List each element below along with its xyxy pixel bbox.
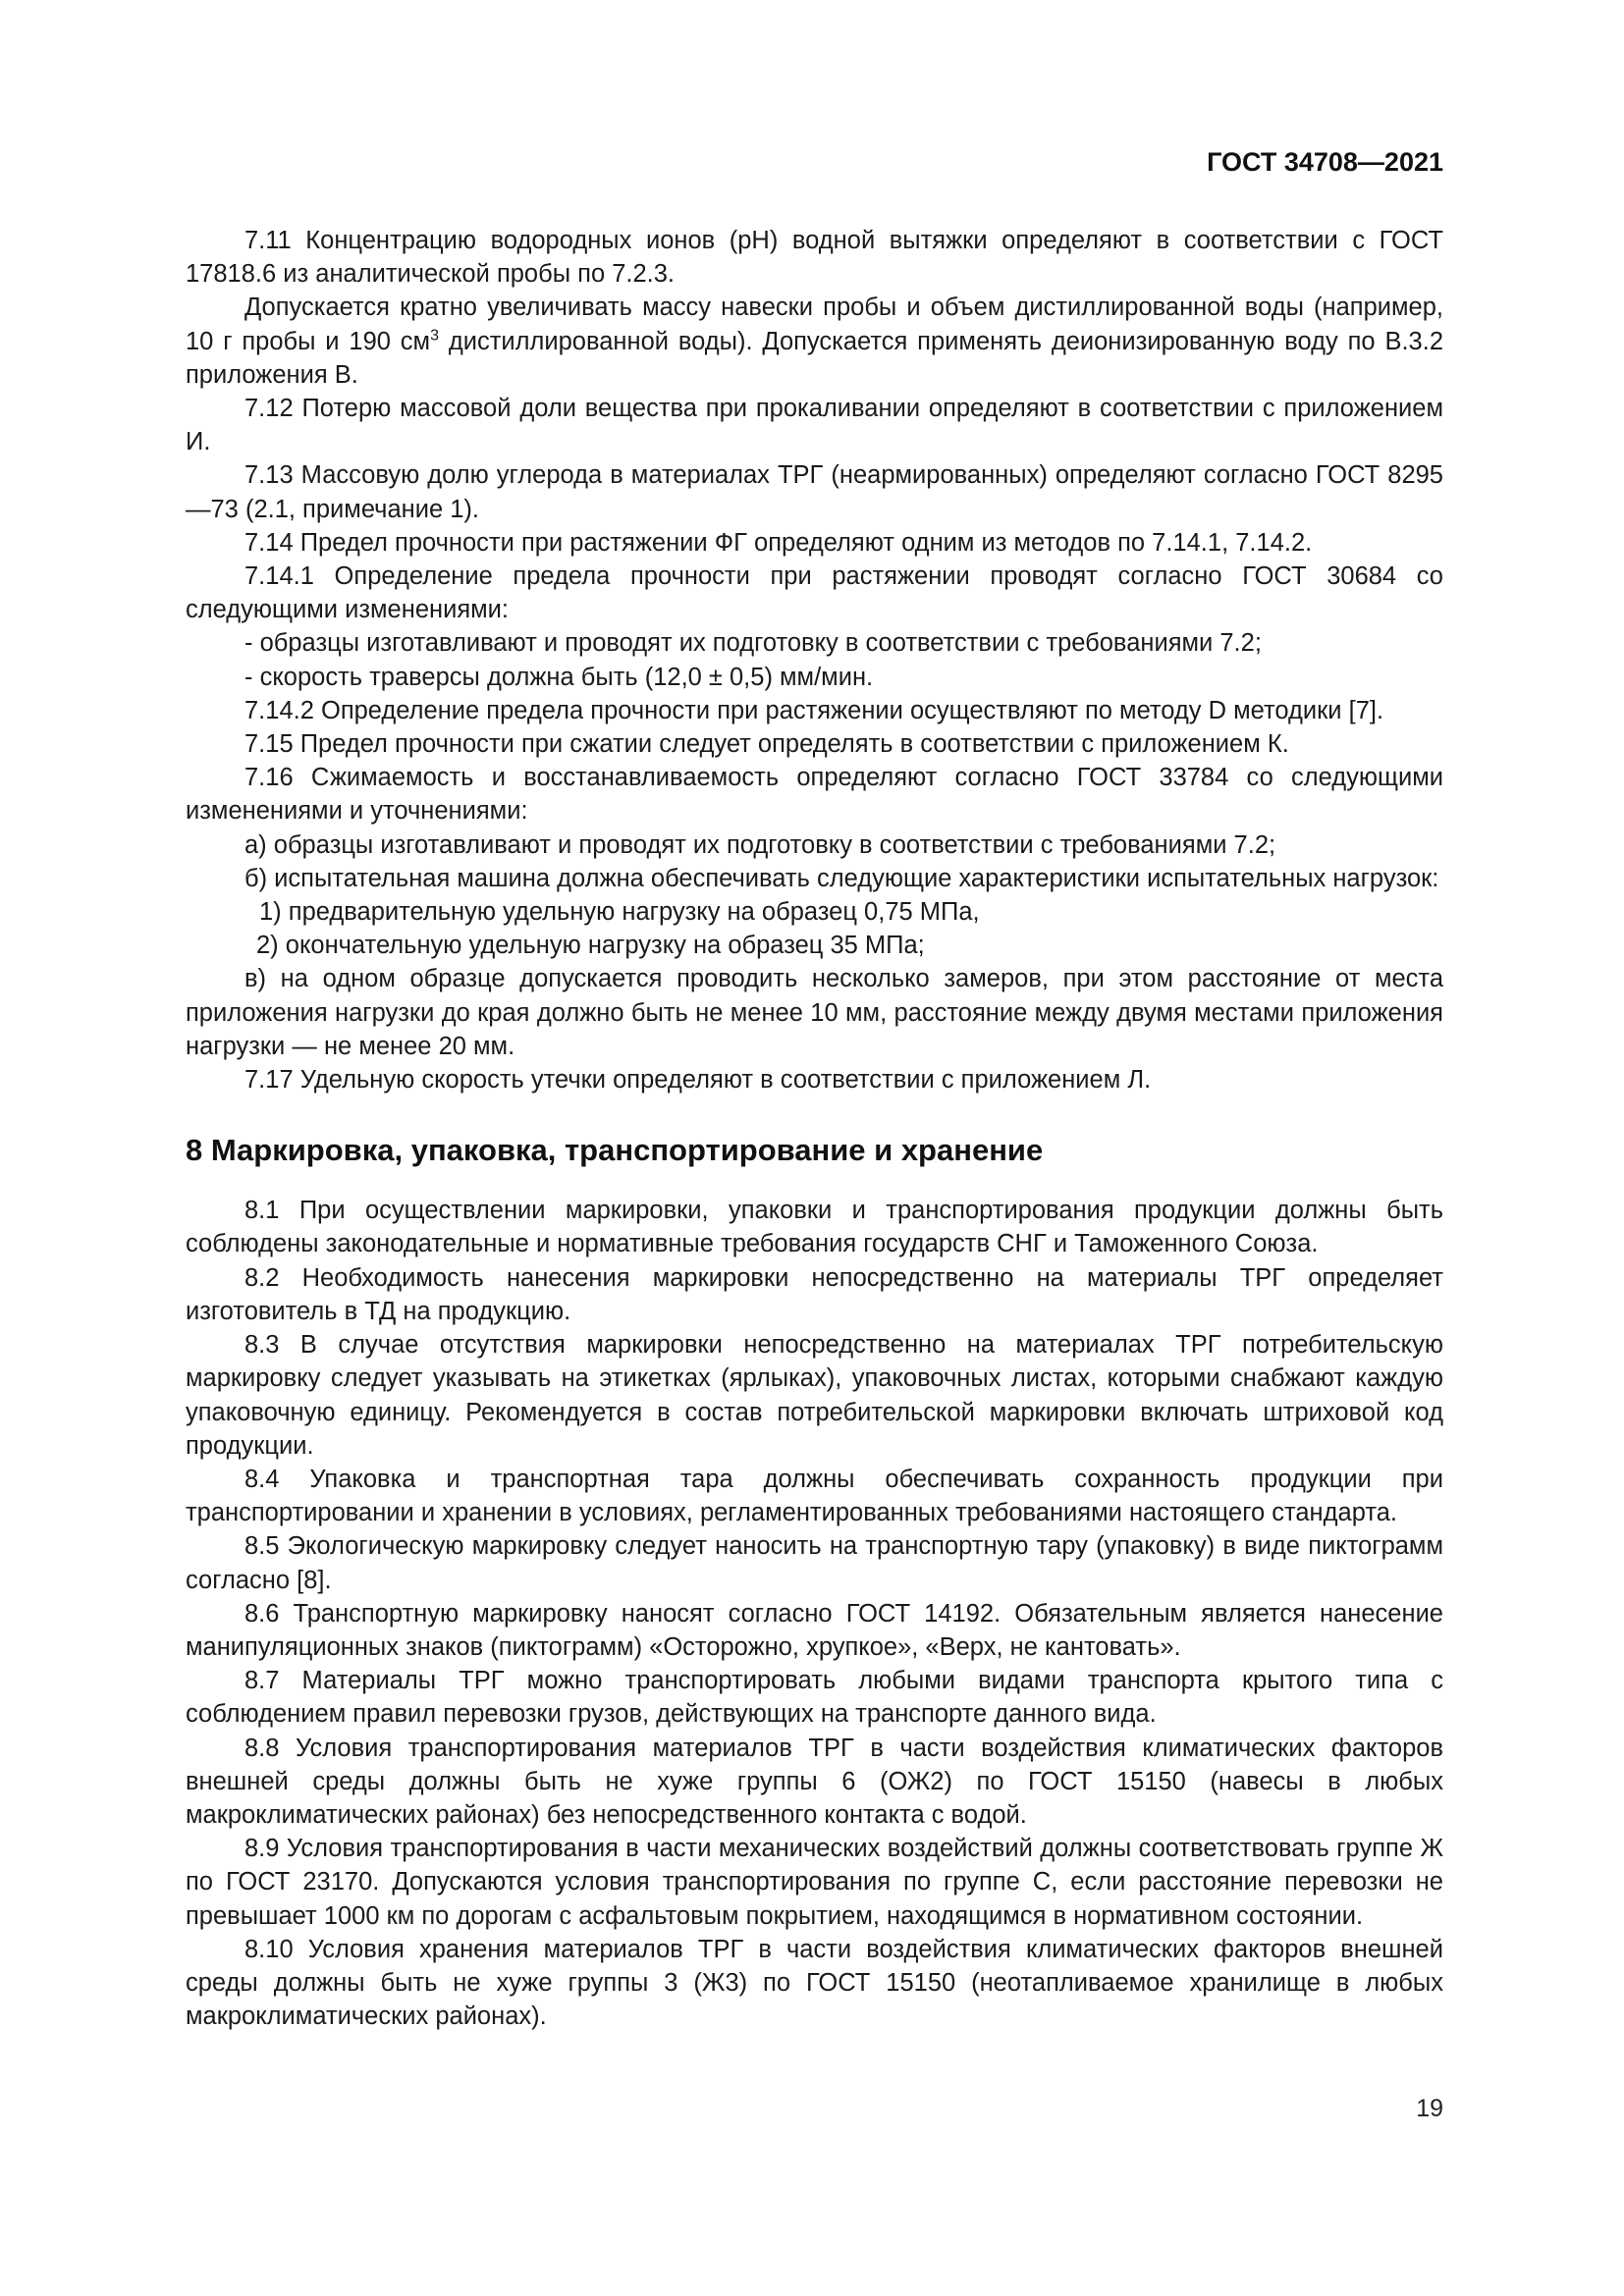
superscript: 3 [430, 327, 439, 345]
paragraph-8-4: 8.4 Упаковка и транспортная тара должны обеспечивать сохранность продукции при транспортировании и хранении в условиях, регламентированных требованиями настоящего стандарта. [186, 1465, 1443, 1527]
paragraph-7-16: 7.16 Сжимаемость и восстанавливаемость определяют согласно ГОСТ 33784 со следующими изменениями и уточнениями: [186, 764, 1443, 826]
page-number: 19 [1416, 2095, 1443, 2122]
paragraph-7-11-note [186, 291, 1443, 392]
paragraph-7-14: 7.14 Предел прочности при растяжении ФГ определяют одним из методов по 7.14.1, 7.14.2. [244, 528, 1313, 557]
list-item-b-2: 2) окончательную удельную нагрузку на образец 35 МПа; [256, 932, 925, 960]
list-item-b: б) испытательная машина должна обеспечивать следующие характеристики испытательных нагрузок: [244, 864, 1439, 892]
paragraph-7-14-2: 7.14.2 Определение предела прочности при растяжении осуществляют по методу D методики [7]. [244, 696, 1384, 724]
paragraph-8-5: 8.5 Экологическую маркировку следует наносить на транспортную тару (упаковку) в виде пиктограмм согласно [8]. [186, 1532, 1443, 1594]
document-id-header: ГОСТ 34708—2021 [1207, 147, 1443, 177]
paragraph-8-3: 8.3 В случае отсутствия маркировки непосредственно на материалах ТРГ потребительскую маркировку следует указывать на этикетках (ярлыках), упаковочных листах, которыми снабжают каждую упаковочную единицу. Рекомендуется в состав потребительской маркировки включать штриховой код продукции. [186, 1331, 1443, 1460]
paragraph-7-13: 7.13 Массовую долю углерода в материалах ТРГ (неармированных) определяют согласно ГОСТ 8295—73 (2.1, примечание 1). [186, 461, 1443, 523]
paragraph-7-17: 7.17 Удельную скорость утечки определяют в соответствии с приложением Л. [244, 1066, 1152, 1095]
paragraph-8-10: 8.10 Условия хранения материалов ТРГ в части воздействия климатических факторов внешней среды должны быть не хуже группы 3 (Ж3) по ГОСТ 15150 (неотапливаемое хранилище в любых макроклиматических районах). [186, 1935, 1443, 2031]
list-item: - образцы изготавливают и проводят их подготовку в соответствии с требованиями 7.2; [244, 629, 1262, 658]
section-heading: 8 Маркировка, упаковка, транспортирование и хранение [186, 1133, 1044, 1168]
paragraph-8-7: 8.7 Материалы ТРГ можно транспортировать любыми видами транспорта крытого типа с соблюдением правил перевозки грузов, действующих на транспорте данного вида. [186, 1667, 1443, 1729]
paragraph-7-15: 7.15 Предел прочности при сжатии следует определять в соответствии с приложением К. [244, 730, 1289, 759]
list-item-b-1: 1) предварительную удельную нагрузку на образец 0,75 МПа, [259, 898, 980, 927]
list-item-a: а) образцы изготавливают и проводят их подготовку в соответствии с требованиями 7.2; [244, 830, 1276, 859]
paragraph-text: дистиллированной воды). Допускается применять деионизированную воду по В.3.2 приложения В. [186, 327, 1443, 389]
paragraph-8-8: 8.8 Условия транспортирования материалов ТРГ в части воздействия климатических факторов внешней среды должны быть не хуже группы 6 (ОЖ2) по ГОСТ 15150 (навесы в любых макроклиматических районах) без непосредственного контакта с водой. [186, 1734, 1443, 1829]
paragraph-8-6: 8.6 Транспортную маркировку наносят согласно ГОСТ 14192. Обязательным является нанесение манипуляционных знаков (пиктограмм) «Осторожно, хрупкое», «Верх, не кантовать». [186, 1599, 1443, 1661]
paragraph-text: Допускается кратно увеличивать массу навески пробы и объем дистиллированной воды (например, 10 г пробы и 190 см [186, 294, 1443, 355]
paragraph-7-11: 7.11 Концентрацию водородных ионов (рН) водной вытяжки определяют в соответствии с ГОСТ 17818.6 из аналитической пробы по 7.2.3. [186, 227, 1443, 289]
list-item: - скорость траверсы должна быть (12,0 ± 0,5) мм/мин. [244, 663, 874, 691]
document-body [186, 224, 1443, 2033]
paragraph-8-2: 8.2 Необходимость нанесения маркировки непосредственно на материалы ТРГ определяет изготовитель в ТД на продукцию. [186, 1263, 1443, 1325]
paragraph-8-1: 8.1 При осуществлении маркировки, упаковки и транспортирования продукции должны быть соблюдены законодательные и нормативные требования государств СНГ и Таможенного Союза. [186, 1197, 1443, 1258]
paragraph-8-9: 8.9 Условия транспортирования в части механических воздействий должны соответствовать группе Ж по ГОСТ 23170. Допускаются условия транспортирования по группе С, если расстояние перевозки не превышает 1000 км по дорогам с асфальтовым покрытием, находящимся в нормативном состоянии. [186, 1835, 1443, 1930]
paragraph-7-14-1: 7.14.1 Определение предела прочности при растяжении проводят согласно ГОСТ 30684 со следующими изменениями: [186, 562, 1443, 624]
list-item-v: в) на одном образце допускается проводить несколько замеров, при этом расстояние от места приложения нагрузки до края должно быть не менее 10 мм, расстояние между двумя местами приложения нагрузки — не менее 20 мм. [186, 965, 1443, 1060]
paragraph-7-12: 7.12 Потерю массовой доли вещества при прокаливании определяют в соответствии с приложением И. [186, 395, 1443, 456]
